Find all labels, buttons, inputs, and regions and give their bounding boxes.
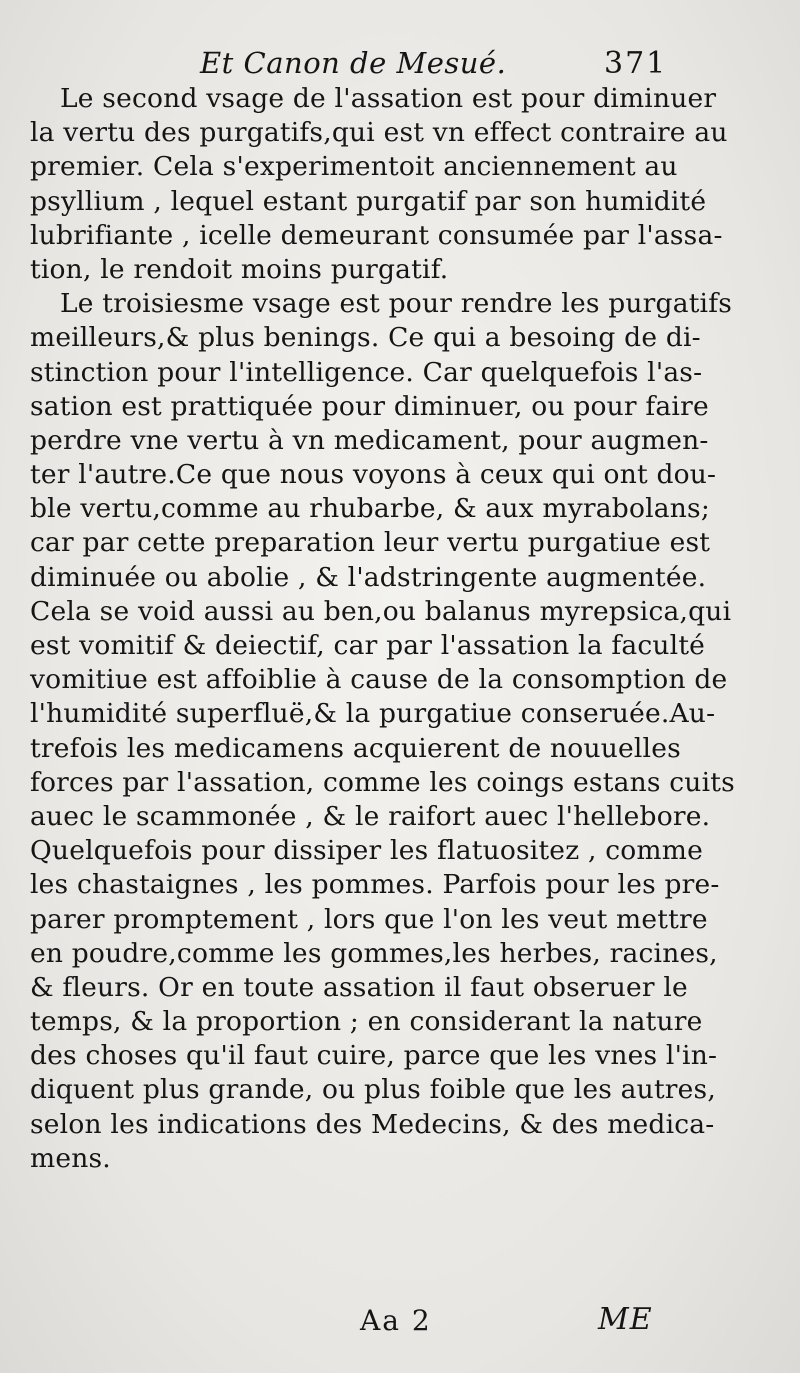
catchword: ME bbox=[598, 1302, 653, 1337]
text-line: l'humidité superfluë,& la purgatiue conseruée.Au- bbox=[30, 698, 716, 730]
text-line: diquent plus grande, ou plus foible que les autres, bbox=[30, 1074, 716, 1106]
text-line: mens. bbox=[30, 1142, 111, 1174]
text-line: Quelquefois pour dissiper les flatuositez , comme bbox=[30, 835, 703, 867]
text-line: des choses qu'il faut cuire, parce que les vnes l'in- bbox=[30, 1040, 718, 1072]
text-line: ble vertu,comme au rhubarbe, & aux myrabolans; bbox=[30, 493, 710, 525]
text-line: parer promptement , lors que l'on les veut mettre bbox=[30, 903, 708, 935]
body-text bbox=[30, 82, 735, 1176]
text-line: selon les indications des Medecins, & des medica- bbox=[30, 1108, 715, 1140]
text-line: & fleurs. Or en toute assation il faut obseruer le bbox=[30, 971, 688, 1003]
text-line: Cela se void aussi au ben,ou balanus myrepsica,qui bbox=[30, 595, 732, 627]
running-title: Et Canon de Mesué. bbox=[200, 46, 507, 80]
page-header bbox=[0, 36, 800, 86]
text-line: meilleurs,& plus benings. Ce qui a besoing de di- bbox=[30, 322, 701, 354]
text-line: vomitiue est affoiblie à cause de la consomption de bbox=[30, 664, 728, 696]
text-line: psyllium , lequel estant purgatif par son humidité bbox=[30, 185, 707, 217]
text-line: premier. Cela s'experimentoit anciennement au bbox=[30, 151, 678, 183]
text-line: est vomitif & deiectif, car par l'assation la faculté bbox=[30, 630, 706, 661]
signature-mark: Aa 2 bbox=[360, 1304, 432, 1337]
text-line: diminuée ou abolie , & l'adstringente augmentée. bbox=[30, 561, 707, 593]
text-line: temps, & la proportion ; en considerant la nature bbox=[30, 1006, 703, 1038]
text-line: Le second vsage de l'assation est pour diminuer bbox=[60, 83, 717, 114]
page-footer bbox=[0, 1300, 800, 1340]
text-line: car par cette preparation leur vertu purgatiue est bbox=[30, 527, 711, 559]
text-line: en poudre,comme les gommes,les herbes, racines, bbox=[30, 937, 718, 969]
page-number: 371 bbox=[604, 46, 668, 81]
text-line: sation est prattiquée pour diminuer, ou pour faire bbox=[30, 390, 709, 422]
text-line: forces par l'assation, comme les coings estans cuits bbox=[30, 766, 735, 798]
text-line: perdre vne vertu à vn medicament, pour augmen- bbox=[30, 424, 709, 456]
text-line: Le troisiesme vsage est pour rendre les purgatifs bbox=[60, 288, 733, 320]
text-line: tion, le rendoit moins purgatif. bbox=[30, 253, 449, 285]
text-line: les chastaignes , les pommes. Parfois pour les pre- bbox=[30, 869, 720, 901]
text-line: auec le scammonée , & le raifort auec l'hellebore. bbox=[30, 800, 711, 832]
text-line: ter l'autre.Ce que nous voyons à ceux qui ont dou- bbox=[30, 459, 717, 491]
text-line: stinction pour l'intelligence. Car quelquefois l'as- bbox=[30, 356, 703, 388]
text-line: lubrifiante , icelle demeurant consumée par l'assa- bbox=[30, 219, 723, 251]
text-line: la vertu des purgatifs,qui est vn effect contraire au bbox=[30, 117, 728, 149]
text-line: trefois les medicamens acquierent de nouuelles bbox=[30, 732, 681, 764]
